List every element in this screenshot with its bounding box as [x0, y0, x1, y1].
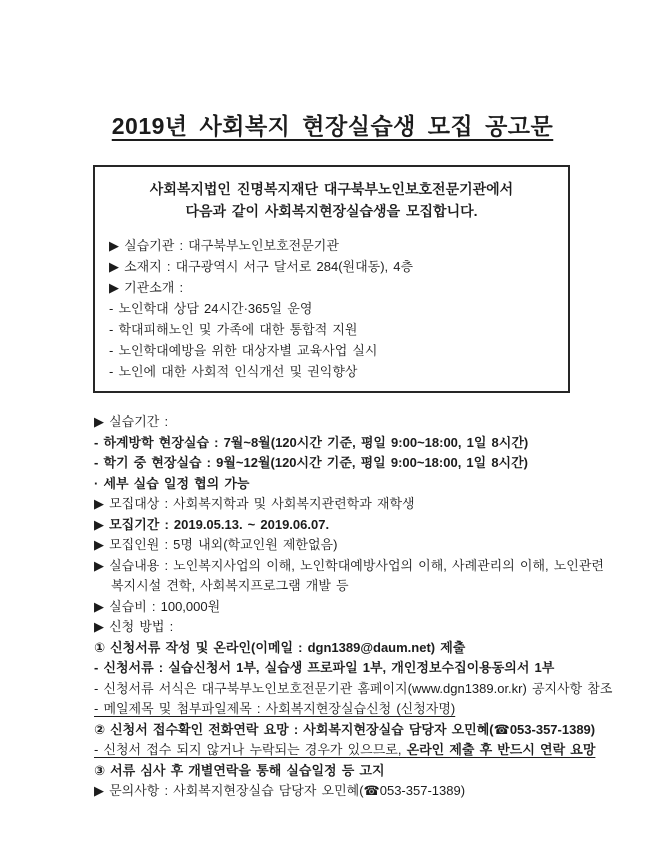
text-segment: ▶ 실습비 : 100,000원 — [94, 598, 221, 614]
text-segment: ▶ 기관소개 : — [109, 280, 184, 295]
document-line — [94, 597, 632, 618]
document-line — [94, 474, 632, 495]
text-segment: - 메일제목 및 첨부파일제목 : 사회복지현장실습신청 (신청자명) — [94, 701, 456, 716]
text-segment: ▶ 문의사항 : 사회복지현장실습 담당자 오민혜(☎053-357-1389) — [94, 783, 466, 798]
text-segment: - 노인학대예방을 위한 대상자별 교육사업 실시 — [109, 343, 378, 358]
text-segment: · 세부 실습 일정 협의 가능 — [94, 475, 250, 491]
text-segment: ▶ 신청 방법 : — [94, 619, 174, 634]
page-title-text: 2019년 사회복지 현장실습생 모집 공고문 — [111, 113, 554, 139]
document-line — [109, 298, 554, 319]
text-segment: ▶ 실습기간 : — [94, 414, 169, 429]
document-line — [94, 617, 632, 638]
text-segment: - 신청서류 서식은 대구북부노인보호전문기관 홈페이지(www.dgn1389.or.kr) 공지사항 참조 — [94, 680, 613, 696]
document-line — [94, 515, 632, 536]
info-box-intro — [109, 178, 554, 222]
text-segment: - 노인학대 상담 24시간·365일 운영 — [109, 301, 313, 316]
document-line — [109, 277, 554, 298]
document-line — [94, 658, 632, 679]
document-line — [94, 453, 632, 474]
text-segment: - 학대피해노인 및 가족에 대한 통합적 지원 — [109, 322, 358, 337]
document-line — [94, 412, 632, 433]
document-line — [109, 235, 554, 256]
document-line — [94, 494, 632, 515]
text-segment: ② 신청서 접수확인 전화연락 요망 : 사회복지현장실습 담당자 오민혜(☎053-357-1389) — [94, 721, 596, 737]
info-box-details — [109, 235, 554, 382]
text-segment: ▶ 모집기간 : 2019.05.13. ~ 2019.06.07. — [94, 516, 330, 532]
text-segment: - 노인에 대한 사회적 인식개선 및 권익향상 — [109, 364, 358, 379]
text-segment: ▶ 모집인원 : 5명 내외(학교인원 제한없음) — [94, 537, 338, 552]
text-segment: - 학기 중 현장실습 : 9월~12월(120시간 기준, 평일 9:00~18:00, 1일 8시간) — [94, 455, 528, 470]
document-line — [94, 781, 632, 802]
intro-line: 다음과 같이 사회복지현장실습생을 모집합니다. — [185, 203, 478, 219]
text-segment: 복지시설 견학, 사회복지프로그램 개발 등 — [111, 578, 349, 593]
text-segment: ▶ 실습내용 : 노인복지사업의 이해, 노인학대예방사업의 이해, 사례관리의 이해, 노인관련 — [94, 557, 604, 573]
text-segment: ▶ 실습기관 : 대구북부노인보호전문기관 — [109, 238, 339, 253]
text-segment: ▶ 모집대상 : 사회복지학과 및 사회복지관련학과 재학생 — [94, 496, 415, 511]
text-segment: - 하계방학 현장실습 : 7월~8월(120시간 기준, 평일 9:00~18:00, 1일 8시간) — [94, 434, 529, 450]
document-line — [109, 340, 554, 361]
text-segment: ① 신청서류 작성 및 온라인(이메일 : dgn1389@daum.net) 제출 — [94, 639, 466, 655]
document-line — [94, 761, 632, 782]
organization-info-box — [93, 165, 570, 393]
text-segment: ③ 서류 심사 후 개별연락을 통해 실습일정 등 고지 — [94, 762, 385, 778]
document-line — [94, 679, 632, 700]
document-line — [94, 720, 632, 741]
text-segment: - 신청서 접수 되지 않거나 누락되는 경우가 있으므로, — [94, 742, 407, 757]
text-segment: ▶ 소재지 : 대구광역시 서구 달서로 284(원대동), 4층 — [109, 259, 414, 274]
document-line — [109, 256, 554, 277]
text-segment: - 신청서류 : 실습신청서 1부, 실습생 프로파일 1부, 개인정보수집이용동의서 1부 — [94, 660, 555, 675]
document-line — [94, 535, 632, 556]
document-line — [94, 576, 632, 597]
page-title — [93, 108, 572, 141]
document-body — [94, 412, 632, 802]
document-line — [94, 556, 632, 577]
document-line — [94, 699, 632, 720]
document-line — [94, 433, 632, 454]
document-line — [94, 740, 632, 761]
intro-line: 사회복지법인 진명복지재단 대구북부노인보호전문기관에서 — [149, 181, 514, 197]
text-segment: 온라인 제출 후 반드시 연락 요망 — [406, 742, 596, 757]
document-line — [109, 361, 554, 382]
document-line — [94, 638, 632, 659]
document-line — [109, 319, 554, 340]
